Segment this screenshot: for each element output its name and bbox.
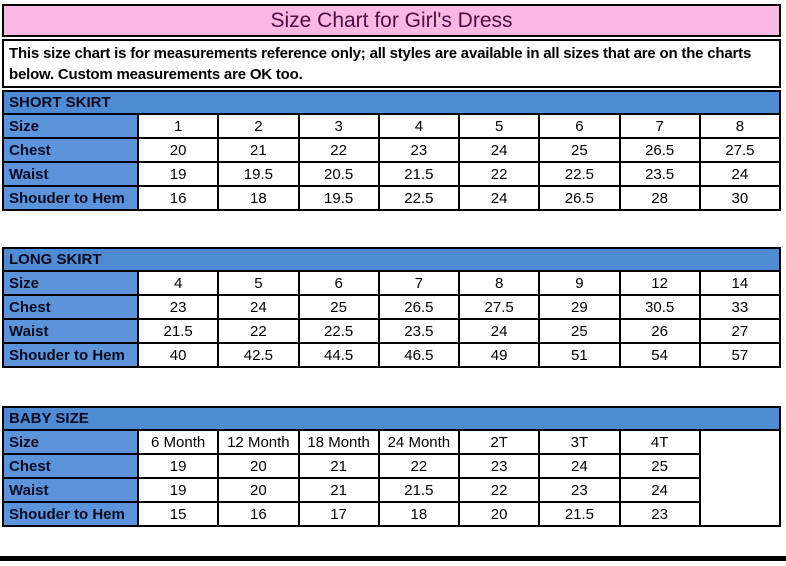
value-cell: 24 — [459, 138, 539, 162]
row-label-cell: Size — [3, 114, 138, 138]
value-cell: 20.5 — [299, 162, 379, 186]
value-cell: 20 — [138, 138, 218, 162]
value-cell: 7 — [379, 271, 459, 295]
value-cell: 30 — [700, 186, 780, 210]
value-cell: 3T — [539, 430, 619, 454]
table-row — [3, 478, 780, 502]
value-cell: 22.5 — [539, 162, 619, 186]
value-cell: 4 — [379, 114, 459, 138]
baby-size-table-container — [2, 406, 781, 527]
table-row — [3, 114, 780, 138]
value-cell: 23.5 — [620, 162, 700, 186]
value-cell: 22 — [379, 454, 459, 478]
value-cell: 30.5 — [620, 295, 700, 319]
section-header-short-skirt: SHORT SKIRT — [3, 91, 780, 114]
row-label-cell: Chest — [3, 295, 138, 319]
value-cell: 51 — [539, 343, 619, 367]
table-row — [3, 502, 780, 526]
value-cell: 22.5 — [299, 319, 379, 343]
value-cell: 14 — [700, 271, 780, 295]
value-cell: 22 — [459, 162, 539, 186]
long-skirt-table-container — [2, 247, 781, 368]
value-cell: 28 — [620, 186, 700, 210]
value-cell: 6 Month — [138, 430, 218, 454]
value-cell: 23 — [138, 295, 218, 319]
value-cell: 16 — [138, 186, 218, 210]
value-cell: 19.5 — [299, 186, 379, 210]
table-row — [3, 271, 780, 295]
value-cell: 23 — [459, 454, 539, 478]
value-cell: 2T — [459, 430, 539, 454]
row-label-cell: Waist — [3, 478, 138, 502]
value-cell: 8 — [459, 271, 539, 295]
table-row — [3, 454, 780, 478]
table-row — [3, 162, 780, 186]
size-table-short-skirt — [2, 90, 781, 211]
row-label-cell: Shouder to Hem — [3, 186, 138, 210]
value-cell: 8 — [700, 114, 780, 138]
value-cell: 57 — [700, 343, 780, 367]
value-cell: 24 — [539, 454, 619, 478]
value-cell: 18 Month — [299, 430, 379, 454]
table-row — [3, 430, 780, 454]
value-cell: 24 — [700, 162, 780, 186]
row-label-cell: Shouder to Hem — [3, 502, 138, 526]
value-cell: 9 — [539, 271, 619, 295]
page-title-text: Size Chart for Girl's Dress — [270, 8, 513, 32]
value-cell: 18 — [218, 186, 298, 210]
table-row — [3, 295, 780, 319]
value-cell: 21.5 — [138, 319, 218, 343]
value-cell: 25 — [539, 138, 619, 162]
value-cell: 25 — [620, 454, 700, 478]
value-cell: 23 — [539, 478, 619, 502]
value-cell: 6 — [299, 271, 379, 295]
value-cell: 6 — [539, 114, 619, 138]
size-table-long-skirt — [2, 247, 781, 368]
value-cell: 3 — [299, 114, 379, 138]
value-cell: 23.5 — [379, 319, 459, 343]
value-cell: 5 — [459, 114, 539, 138]
value-cell: 25 — [299, 295, 379, 319]
value-cell: 27.5 — [459, 295, 539, 319]
table-row — [3, 186, 780, 210]
section-header-baby-size: BABY SIZE — [3, 407, 780, 430]
value-cell: 19 — [138, 454, 218, 478]
value-cell: 4T — [620, 430, 700, 454]
value-cell: 22 — [299, 138, 379, 162]
table-row — [3, 319, 780, 343]
value-cell: 26.5 — [379, 295, 459, 319]
value-cell: 26.5 — [620, 138, 700, 162]
row-label-cell: Shouder to Hem — [3, 343, 138, 367]
table-row — [3, 343, 780, 367]
value-cell: 20 — [218, 478, 298, 502]
value-cell: 19 — [138, 478, 218, 502]
value-cell: 21 — [299, 478, 379, 502]
value-cell: 7 — [620, 114, 700, 138]
reference-note-text: This size chart is for measurements reference only; all styles are available in all sizes that are on the charts below. Custom measurements are OK too. — [9, 45, 752, 83]
row-label-cell: Size — [3, 271, 138, 295]
value-cell: 12 Month — [218, 430, 298, 454]
value-cell: 24 — [218, 295, 298, 319]
value-cell: 24 — [459, 319, 539, 343]
page-title — [2, 4, 781, 37]
value-cell: 23 — [620, 502, 700, 526]
value-cell: 23 — [379, 138, 459, 162]
row-label-cell: Chest — [3, 454, 138, 478]
value-cell: 25 — [539, 319, 619, 343]
value-cell: 21 — [299, 454, 379, 478]
short-skirt-table-container — [2, 90, 781, 211]
value-cell: 5 — [218, 271, 298, 295]
value-cell: 24 — [620, 478, 700, 502]
value-cell: 21.5 — [379, 478, 459, 502]
value-cell: 22 — [459, 478, 539, 502]
value-cell: 19 — [138, 162, 218, 186]
value-cell: 29 — [539, 295, 619, 319]
value-cell: 27.5 — [700, 138, 780, 162]
value-cell: 24 Month — [379, 430, 459, 454]
value-cell: 26 — [620, 319, 700, 343]
value-cell: 15 — [138, 502, 218, 526]
value-cell: 24 — [459, 186, 539, 210]
section-header-row — [3, 407, 780, 430]
value-cell: 42.5 — [218, 343, 298, 367]
value-cell: 2 — [218, 114, 298, 138]
value-cell: 27 — [700, 319, 780, 343]
section-header-row — [3, 248, 780, 271]
value-cell: 4 — [138, 271, 218, 295]
value-cell: 21 — [218, 138, 298, 162]
value-cell: 21.5 — [379, 162, 459, 186]
row-label-cell: Waist — [3, 319, 138, 343]
section-header-long-skirt: LONG SKIRT — [3, 248, 780, 271]
value-cell: 20 — [218, 454, 298, 478]
value-cell: 26.5 — [539, 186, 619, 210]
row-label-cell: Size — [3, 430, 138, 454]
value-cell: 46.5 — [379, 343, 459, 367]
size-table-baby-size — [2, 406, 781, 527]
value-cell: 19.5 — [218, 162, 298, 186]
value-cell: 20 — [459, 502, 539, 526]
reference-note — [2, 39, 781, 88]
value-cell: 1 — [138, 114, 218, 138]
value-cell: 12 — [620, 271, 700, 295]
value-cell: 22.5 — [379, 186, 459, 210]
value-cell: 33 — [700, 295, 780, 319]
value-cell: 44.5 — [299, 343, 379, 367]
value-cell: 22 — [218, 319, 298, 343]
empty-cell — [700, 430, 780, 526]
value-cell: 18 — [379, 502, 459, 526]
value-cell: 17 — [299, 502, 379, 526]
value-cell: 54 — [620, 343, 700, 367]
table-row — [3, 138, 780, 162]
value-cell: 21.5 — [539, 502, 619, 526]
bottom-divider — [0, 556, 786, 561]
row-label-cell: Waist — [3, 162, 138, 186]
row-label-cell: Chest — [3, 138, 138, 162]
value-cell: 40 — [138, 343, 218, 367]
value-cell: 49 — [459, 343, 539, 367]
value-cell: 16 — [218, 502, 298, 526]
section-header-row — [3, 91, 780, 114]
